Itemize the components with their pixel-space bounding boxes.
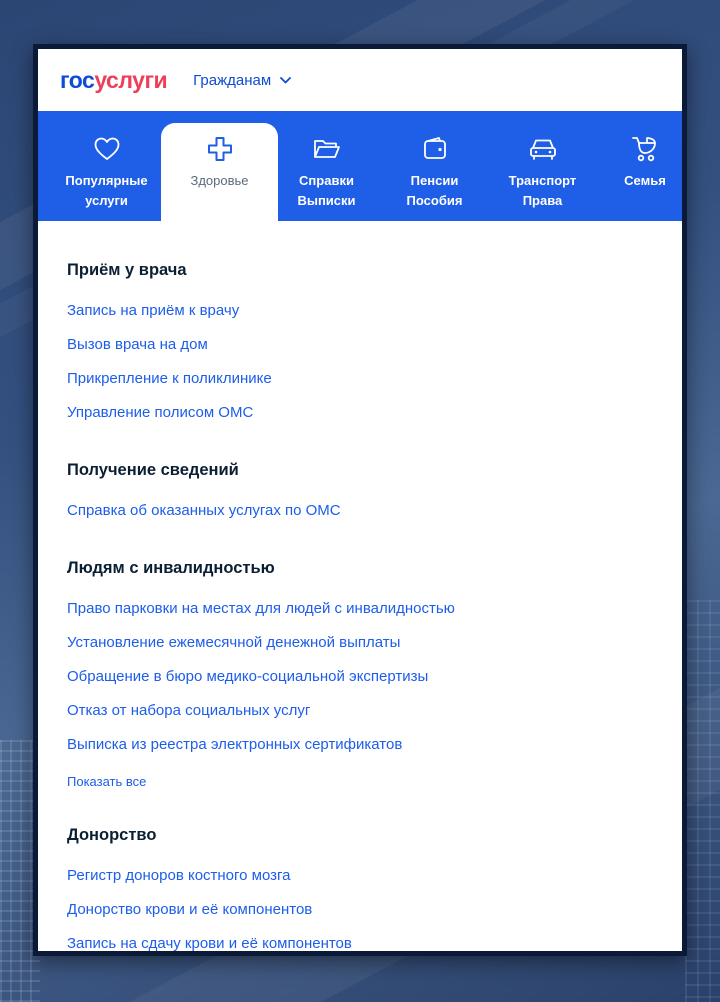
health-services-list xyxy=(67,221,667,951)
link-blood-donation[interactable]: Донорство крови и её компонентов xyxy=(67,901,313,918)
gosuslugi-logo[interactable] xyxy=(60,67,167,94)
tab-pensions-benefits[interactable] xyxy=(376,123,493,221)
tab-label: Справки Выписки xyxy=(297,173,356,208)
screenshot-frame xyxy=(33,44,687,956)
folder-icon xyxy=(268,133,385,165)
stroller-icon xyxy=(595,133,682,165)
link-social-services-refusal[interactable]: Отказ от набора социальных услуг xyxy=(67,702,311,719)
tab-label: Пенсии Пособия xyxy=(406,173,463,208)
link-disability-parking[interactable]: Право парковки на местах для людей с инвалидностью xyxy=(67,600,455,617)
site-header xyxy=(38,49,682,111)
tab-label: Транспорт Права xyxy=(508,173,577,208)
section-title-doctor-appointment: Приём у врача xyxy=(67,261,187,279)
section-title-get-information: Получение сведений xyxy=(67,461,239,479)
tab-health[interactable] xyxy=(161,123,278,221)
link-clinic-attachment[interactable]: Прикрепление к поликлинике xyxy=(67,370,272,387)
logo-part-gos: гос xyxy=(60,66,95,93)
link-home-doctor-visit[interactable]: Вызов врача на дом xyxy=(67,336,208,353)
audience-dropdown[interactable] xyxy=(193,72,291,89)
tab-label: Популярные услуги xyxy=(65,173,148,208)
wallet-icon xyxy=(376,133,493,165)
link-oms-services-certificate[interactable]: Справка об оказанных услугах по ОМС xyxy=(67,502,341,519)
link-oms-policy-management[interactable]: Управление полисом ОМС xyxy=(67,404,254,421)
section-links xyxy=(67,865,667,951)
chevron-down-icon xyxy=(280,77,291,84)
tab-popular-services[interactable] xyxy=(48,123,165,221)
tab-certificates-extracts[interactable] xyxy=(268,123,385,221)
link-bone-marrow-registry[interactable]: Регистр доноров костного мозга xyxy=(67,867,291,884)
medical-cross-icon xyxy=(161,133,278,165)
link-monthly-payment[interactable]: Установление ежемесячной денежной выплаты xyxy=(67,634,401,651)
category-tabs-bar xyxy=(38,111,682,221)
audience-label: Гражданам xyxy=(193,71,272,89)
link-medical-social-expertise[interactable]: Обращение в бюро медико-социальной экспертизы xyxy=(67,668,429,685)
heart-icon xyxy=(48,133,165,165)
show-all-link[interactable]: Показать все xyxy=(67,774,147,789)
car-icon xyxy=(484,133,601,165)
tab-family[interactable] xyxy=(595,123,682,221)
tab-label: Здоровье xyxy=(190,173,249,188)
section-title-disability: Людям с инвалидностью xyxy=(67,559,275,577)
tab-label: Семья xyxy=(624,173,666,188)
section-links xyxy=(67,300,667,436)
section-links xyxy=(67,500,667,534)
tab-transport-license[interactable] xyxy=(484,123,601,221)
logo-part-uslugi: услуги xyxy=(94,66,168,93)
link-e-certificates-registry[interactable]: Выписка из реестра электронных сертификатов xyxy=(67,736,403,753)
link-blood-donation-appointment[interactable]: Запись на сдачу крови и её компонентов xyxy=(67,935,352,951)
section-title-donation: Донорство xyxy=(67,826,157,844)
section-links xyxy=(67,598,667,801)
gosuslugi-page xyxy=(38,49,682,951)
link-doctor-appointment[interactable]: Запись на приём к врачу xyxy=(67,302,240,319)
